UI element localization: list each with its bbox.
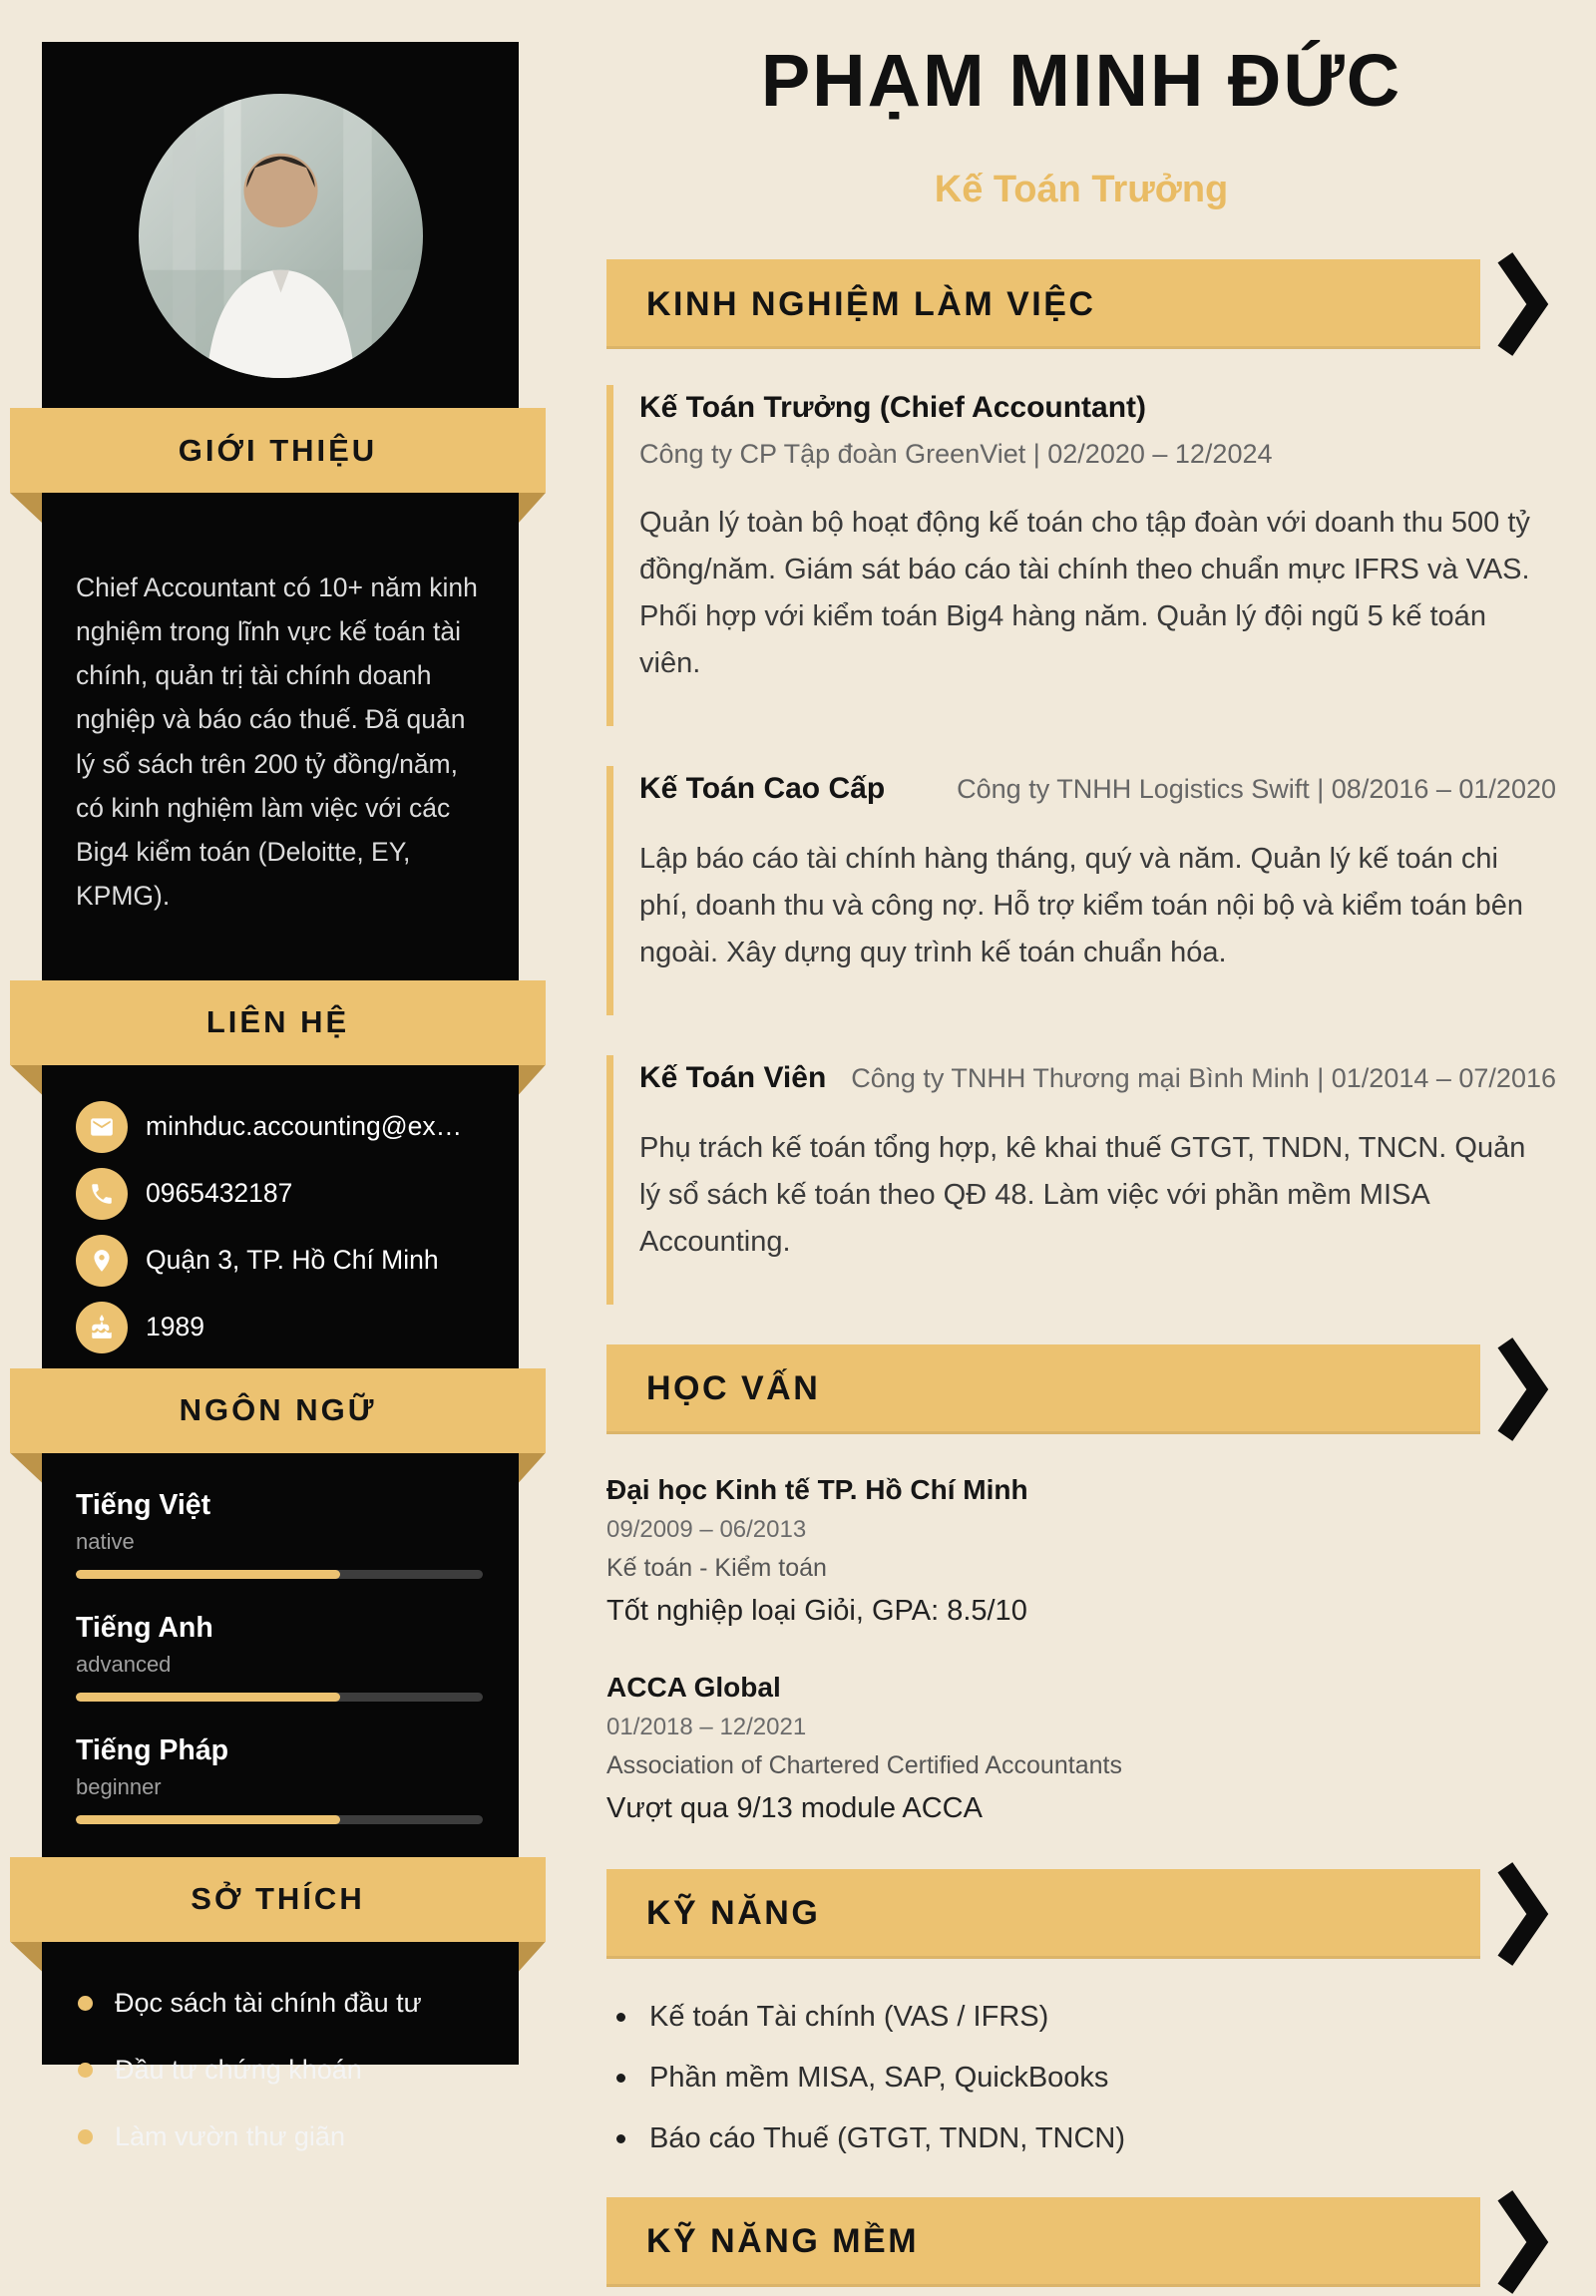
contact-heading-label: LIÊN HỆ xyxy=(205,1004,350,1039)
skill-label: Báo cáo Thuế (GTGT, TNDN, TNCN) xyxy=(649,2121,1126,2154)
experience-entry-header xyxy=(639,772,1556,806)
contact-row-phone xyxy=(76,1168,489,1220)
school-name: Đại học Kinh tế TP. Hồ Chí Minh xyxy=(606,1473,1028,1505)
language-progress-fill xyxy=(76,1693,340,1702)
location-icon xyxy=(76,1235,128,1287)
job-title: Kế Toán Trưởng (Chief Accountant) xyxy=(639,391,1147,425)
section-banner-skills xyxy=(606,1869,1480,1959)
bullet-dot-icon xyxy=(78,1996,93,2011)
arrow-chevron-icon xyxy=(1494,2188,1550,2296)
bullet-dot-icon xyxy=(616,2013,625,2022)
hobby-label: Đọc sách tài chính đầu tư xyxy=(115,1987,422,2018)
ribbon-fold-left xyxy=(10,1942,42,1972)
experience-entry xyxy=(606,385,1556,726)
section-banner-education xyxy=(606,1344,1480,1434)
contact-location-value: Quận 3, TP. Hồ Chí Minh xyxy=(146,1245,439,1275)
section-banner-soft-skills xyxy=(606,2197,1480,2287)
ribbon-fold-left xyxy=(10,1065,42,1095)
education-entry xyxy=(606,1474,1556,1628)
birthday-icon xyxy=(76,1302,128,1353)
skills-heading-label: KỸ NĂNG xyxy=(646,1894,821,1933)
language-list xyxy=(42,1453,519,1824)
job-title: Kế Toán Cao Cấp xyxy=(639,772,886,806)
job-company-dates: Công ty CP Tập đoàn GreenViet | 02/2020 – 12/2024 xyxy=(639,439,1273,470)
experience-entry xyxy=(606,766,1556,1015)
email-icon xyxy=(76,1101,128,1153)
list-item xyxy=(78,2055,489,2086)
experience-entry xyxy=(606,1055,1556,1305)
language-progress-track xyxy=(76,1570,483,1579)
school-name: ACCA Global xyxy=(606,1671,781,1703)
phone-icon xyxy=(76,1168,128,1220)
skill-label: Phần mềm MISA, SAP, QuickBooks xyxy=(649,2061,1109,2094)
job-description: Phụ trách kế toán tổng hợp, kê khai thuế GTGT, TNDN, TNCN. Quản lý sổ sách kế toán theo QĐ 48. Làm việc với phần mềm MISA Accounting. xyxy=(639,1132,1526,1258)
ribbon-fold-left xyxy=(10,493,42,523)
arrow-chevron-icon xyxy=(1494,1336,1550,1443)
languages-heading-label: NGÔN NGỮ xyxy=(179,1392,377,1427)
hobby-label: Làm vườn thư giãn xyxy=(115,2120,345,2151)
ribbon-fold-right xyxy=(519,1453,546,1483)
education-entry xyxy=(606,1672,1556,1825)
sidebar-section-languages-heading xyxy=(10,1368,546,1453)
job-company-dates: Công ty TNHH Thương mại Bình Minh | 01/2014 – 07/2016 xyxy=(851,1063,1556,1094)
ribbon-fold-right xyxy=(519,1942,546,1972)
about-text: Chief Accountant có 10+ năm kinh nghiệm trong lĩnh vực kế toán tài chính, quản trị tài chính doanh nghiệp và báo cáo thuế. Đã quản lý sổ sách trên 200 tỷ đồng/năm, có kinh nghiệm làm việc với các Big4 kiểm toán (Deloitte, EY, KPMG). xyxy=(76,572,478,912)
language-level: beginner xyxy=(76,1773,162,1799)
bullet-dot-icon xyxy=(78,2129,93,2144)
school-note: Vượt qua 9/13 module ACCA xyxy=(606,1791,983,1824)
main-column xyxy=(606,0,1556,2287)
profile-photo xyxy=(139,94,423,378)
language-level: advanced xyxy=(76,1651,172,1677)
about-heading-label: GIỚI THIỆU xyxy=(178,432,378,468)
ribbon-fold-left xyxy=(10,1453,42,1483)
job-description: Quản lý toàn bộ hoạt động kế toán cho tập đoàn với doanh thu 500 tỷ đồng/năm. Giám sát báo cáo tài chính theo chuẩn mực IFRS và VAS. Phối hợp với kiểm toán Big4 hàng năm. Quản lý đội ngũ 5 kế toán viên. xyxy=(639,507,1530,680)
list-item xyxy=(78,2121,489,2152)
contact-row-location xyxy=(76,1235,489,1287)
experience-list xyxy=(606,385,1556,1305)
skill-label: Kế toán Tài chính (VAS / IFRS) xyxy=(649,2000,1049,2033)
page-title: PHẠM MINH ĐỨC xyxy=(760,39,1402,122)
language-item xyxy=(76,1489,483,1579)
sidebar-panel xyxy=(42,42,519,2151)
hobbies-heading-label: SỞ THÍCH xyxy=(191,1881,365,1916)
soft-skills-heading-label: KỸ NĂNG MỀM xyxy=(646,2222,920,2261)
experience-entry-header xyxy=(639,391,1556,470)
school-field: Kế toán - Kiểm toán xyxy=(606,1553,827,1582)
section-banner-experience xyxy=(606,259,1480,349)
sidebar-section-about-heading xyxy=(10,408,546,493)
experience-entry-header xyxy=(639,1061,1556,1095)
ribbon-fold-right xyxy=(519,493,546,523)
sidebar-section-contact-heading xyxy=(10,980,546,1065)
language-level: native xyxy=(76,1528,135,1554)
contact-list xyxy=(42,1065,519,1353)
language-progress-fill xyxy=(76,1815,340,1824)
hobby-list xyxy=(42,1942,519,2152)
language-name: Tiếng Việt xyxy=(76,1488,211,1521)
contact-phone-value[interactable]: 0965432187 xyxy=(146,1178,293,1208)
hobby-label: Đầu tư chứng khoán xyxy=(115,2054,362,2085)
contact-email-value[interactable]: minhduc.accounting@ex… xyxy=(146,1111,463,1141)
language-name: Tiếng Anh xyxy=(76,1611,213,1644)
education-list xyxy=(606,1474,1556,1825)
arrow-chevron-icon xyxy=(1494,250,1550,358)
arrow-chevron-icon xyxy=(1494,1860,1550,1968)
language-item xyxy=(76,1612,483,1702)
list-item xyxy=(78,1988,489,2019)
language-name: Tiếng Pháp xyxy=(76,1733,229,1766)
experience-heading-label: KINH NGHIỆM LÀM VIỆC xyxy=(646,284,1096,323)
school-note: Tốt nghiệp loại Giỏi, GPA: 8.5/10 xyxy=(606,1594,1027,1627)
skills-list xyxy=(606,2001,1556,2155)
contact-row-email xyxy=(76,1101,489,1153)
language-progress-track xyxy=(76,1693,483,1702)
job-company-dates: Công ty TNHH Logistics Swift | 08/2016 – 01/2020 xyxy=(957,774,1556,805)
ribbon-fold-right xyxy=(519,1065,546,1095)
school-dates: 01/2018 – 12/2021 xyxy=(606,1713,807,1740)
contact-row-birthday xyxy=(76,1302,489,1353)
language-item xyxy=(76,1734,483,1824)
language-progress-fill xyxy=(76,1570,340,1579)
job-title-subtitle: Kế Toán Trưởng xyxy=(934,169,1229,211)
bullet-dot-icon xyxy=(616,2134,625,2143)
sidebar-section-hobbies-heading xyxy=(10,1857,546,1942)
job-description: Lập báo cáo tài chính hàng tháng, quý và năm. Quản lý kế toán chi phí, doanh thu và công nợ. Hỗ trợ kiểm toán nội bộ và kiểm toán bên ngoài. Xây dựng quy trình kế toán chuẩn hóa. xyxy=(639,843,1524,969)
list-item xyxy=(616,2062,1556,2095)
list-item xyxy=(616,2001,1556,2034)
job-title: Kế Toán Viên xyxy=(639,1061,827,1095)
education-heading-label: HỌC VẤN xyxy=(646,1369,821,1408)
profile-photo-illustration xyxy=(139,94,423,378)
school-field: Association of Chartered Certified Accountants xyxy=(606,1750,1122,1779)
language-progress-track xyxy=(76,1815,483,1824)
list-item xyxy=(616,2122,1556,2155)
bullet-dot-icon xyxy=(616,2074,625,2083)
contact-birthyear-value: 1989 xyxy=(146,1312,204,1341)
school-dates: 09/2009 – 06/2013 xyxy=(606,1515,807,1543)
